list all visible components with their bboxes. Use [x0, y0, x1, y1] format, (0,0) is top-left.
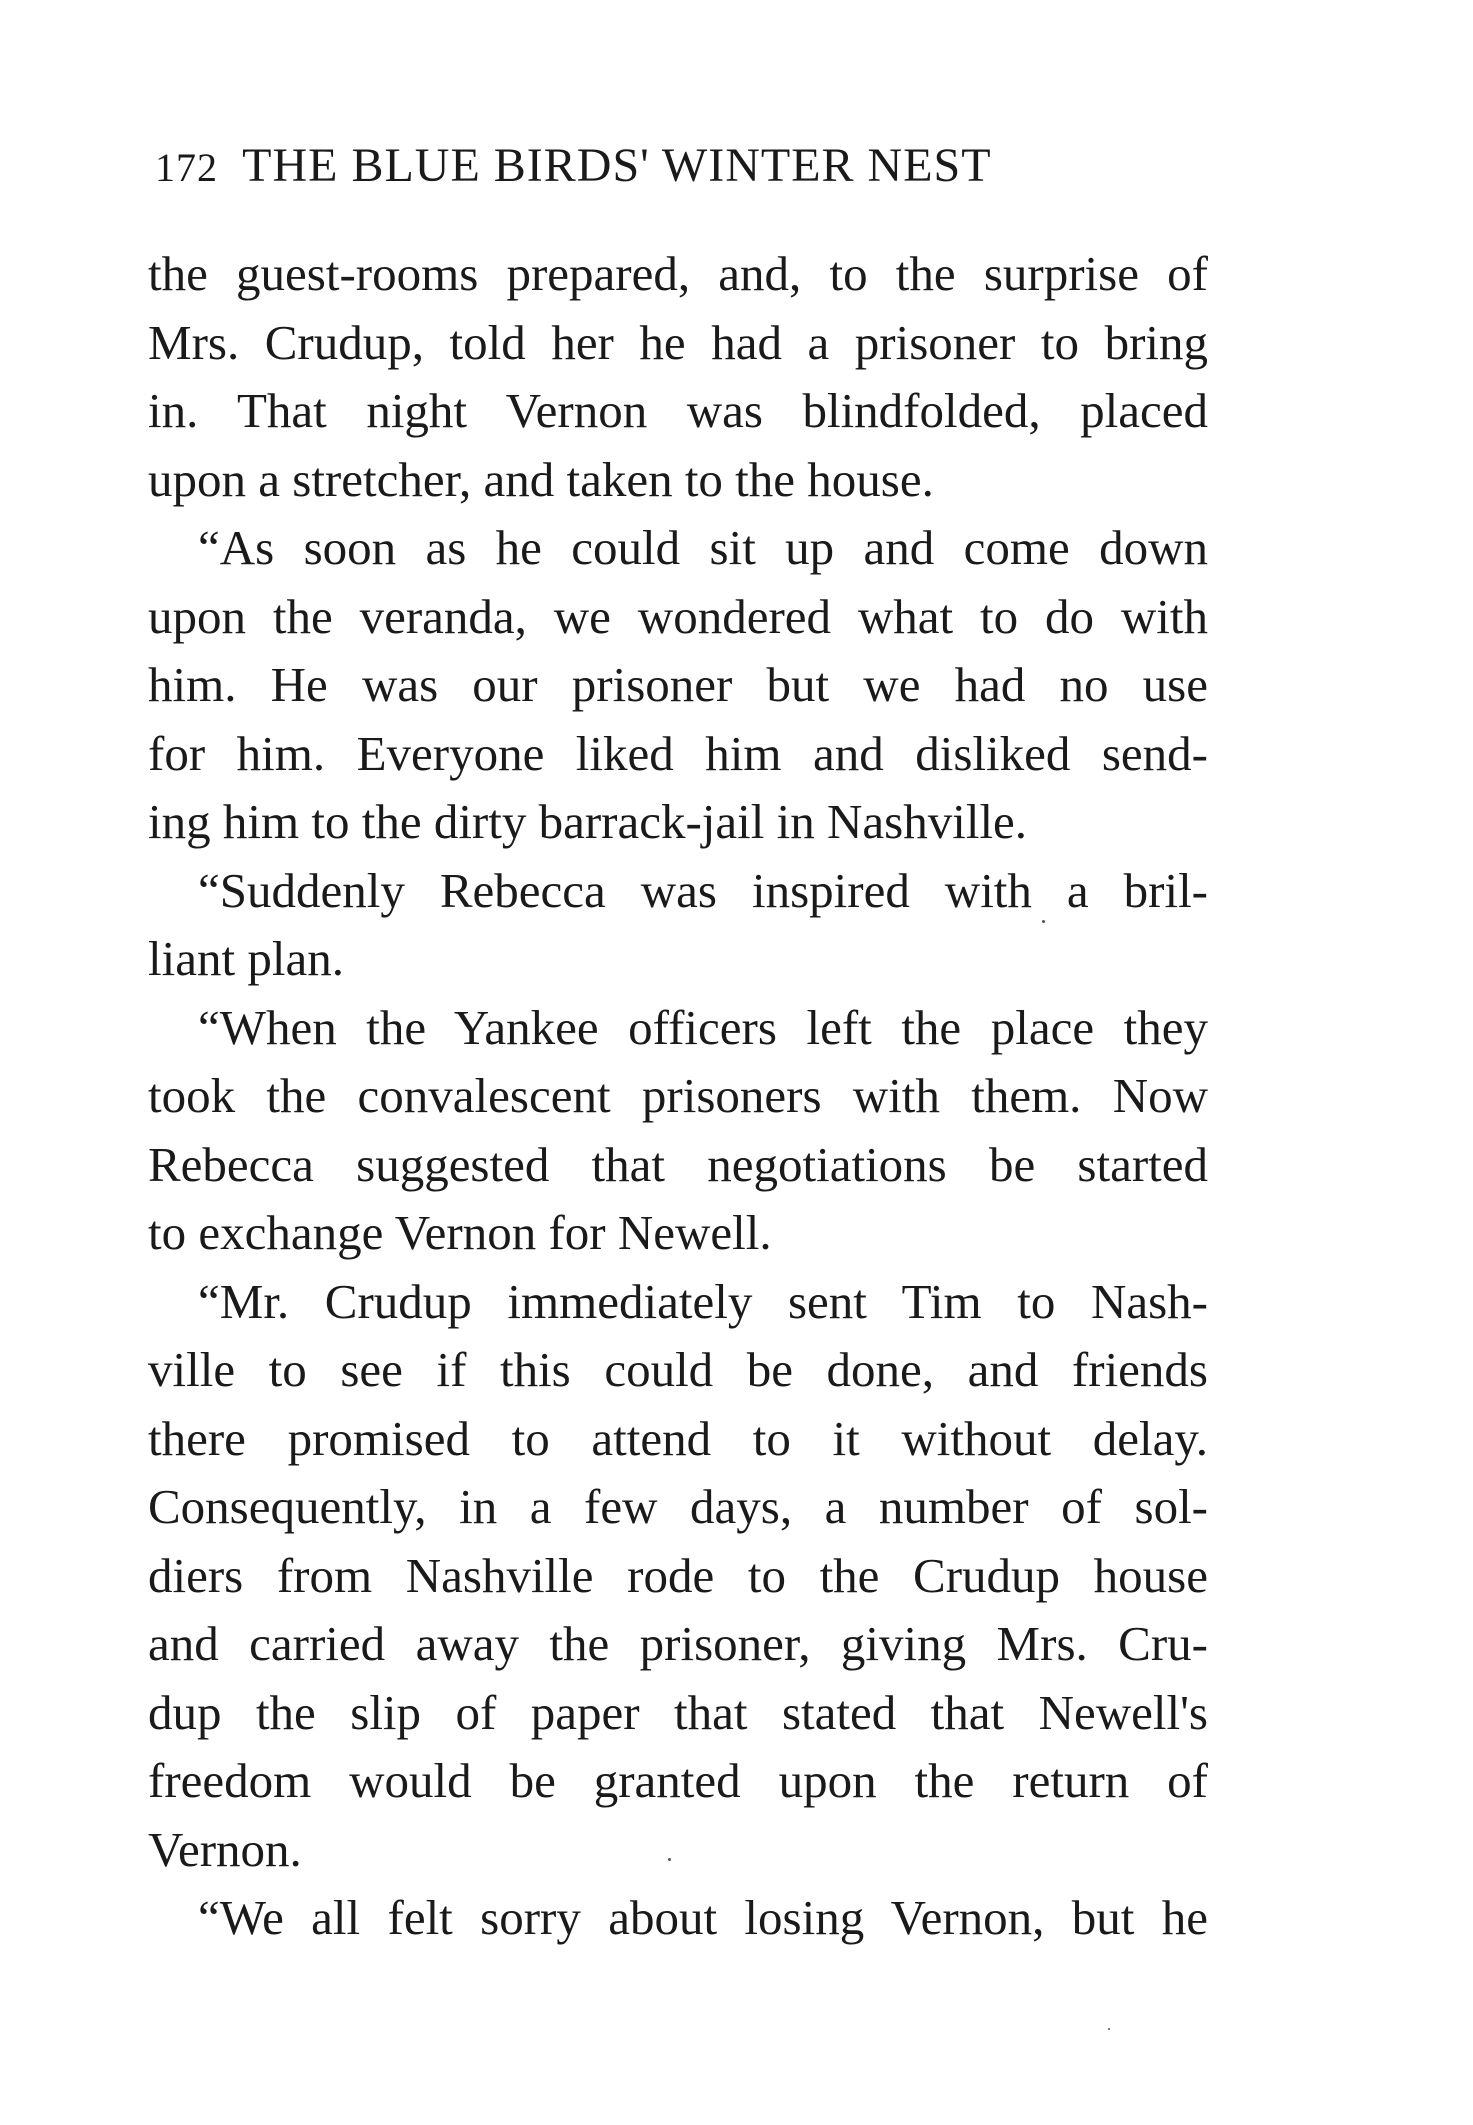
text-line: freedom would be granted upon the return of: [148, 1753, 1208, 1808]
text-line: there promised to attend to it without delay.: [148, 1410, 1208, 1466]
text-line: upon a stretcher, and taken to the house.: [148, 451, 934, 507]
text-line: “Suddenly Rebecca was inspired with a bril-: [198, 862, 1208, 918]
running-title: THE BLUE BIRDS' WINTER NEST: [242, 139, 992, 192]
text-line: to exchange Vernon for Newell.: [148, 1205, 772, 1260]
text-line: upon the veranda, we wondered what to do with: [148, 588, 1208, 644]
text-line: the guest-rooms prepared, and, to the surprise of: [148, 246, 1208, 301]
text-line: Vernon.: [148, 1821, 302, 1877]
paper-speck: [668, 1858, 671, 1861]
text-line: liant plan.: [148, 931, 344, 986]
paper-speck: [1108, 2028, 1110, 2030]
text-line: dup the slip of paper that stated that Newell's: [148, 1684, 1208, 1740]
text-line: “As soon as he could sit up and come down: [198, 520, 1208, 575]
text-line: ing him to the dirty barrack-jail in Nashville.: [148, 794, 1028, 849]
body-text: [148, 240, 1208, 1953]
text-line: Rebecca suggested that negotiations be started: [148, 1136, 1208, 1192]
text-line: in. That night Vernon was blindfolded, placed: [148, 383, 1208, 438]
text-line: Consequently, in a few days, a number of sol-: [148, 1479, 1208, 1534]
text-line: and carried away the prisoner, giving Mrs. Cru-: [148, 1616, 1208, 1671]
text-line: “When the Yankee officers left the place they: [198, 999, 1208, 1055]
running-head: [155, 139, 1215, 192]
page-number: 172: [155, 145, 218, 190]
text-line: ville to see if this could be done, and friends: [148, 1342, 1208, 1397]
text-line: “We all felt sorry about losing Vernon, but he: [198, 1890, 1208, 1945]
text-line: “Mr. Crudup immediately sent Tim to Nash-: [198, 1273, 1208, 1329]
text-line: diers from Nashville rode to the Crudup house: [148, 1547, 1208, 1603]
text-line: him. He was our prisoner but we had no use: [148, 657, 1208, 712]
text-line: took the convalescent prisoners with them. Now: [148, 1068, 1208, 1123]
text-line: for him. Everyone liked him and disliked send-: [148, 725, 1208, 781]
paper-speck: [1042, 920, 1045, 923]
text-line: Mrs. Crudup, told her he had a prisoner to bring: [148, 314, 1208, 370]
